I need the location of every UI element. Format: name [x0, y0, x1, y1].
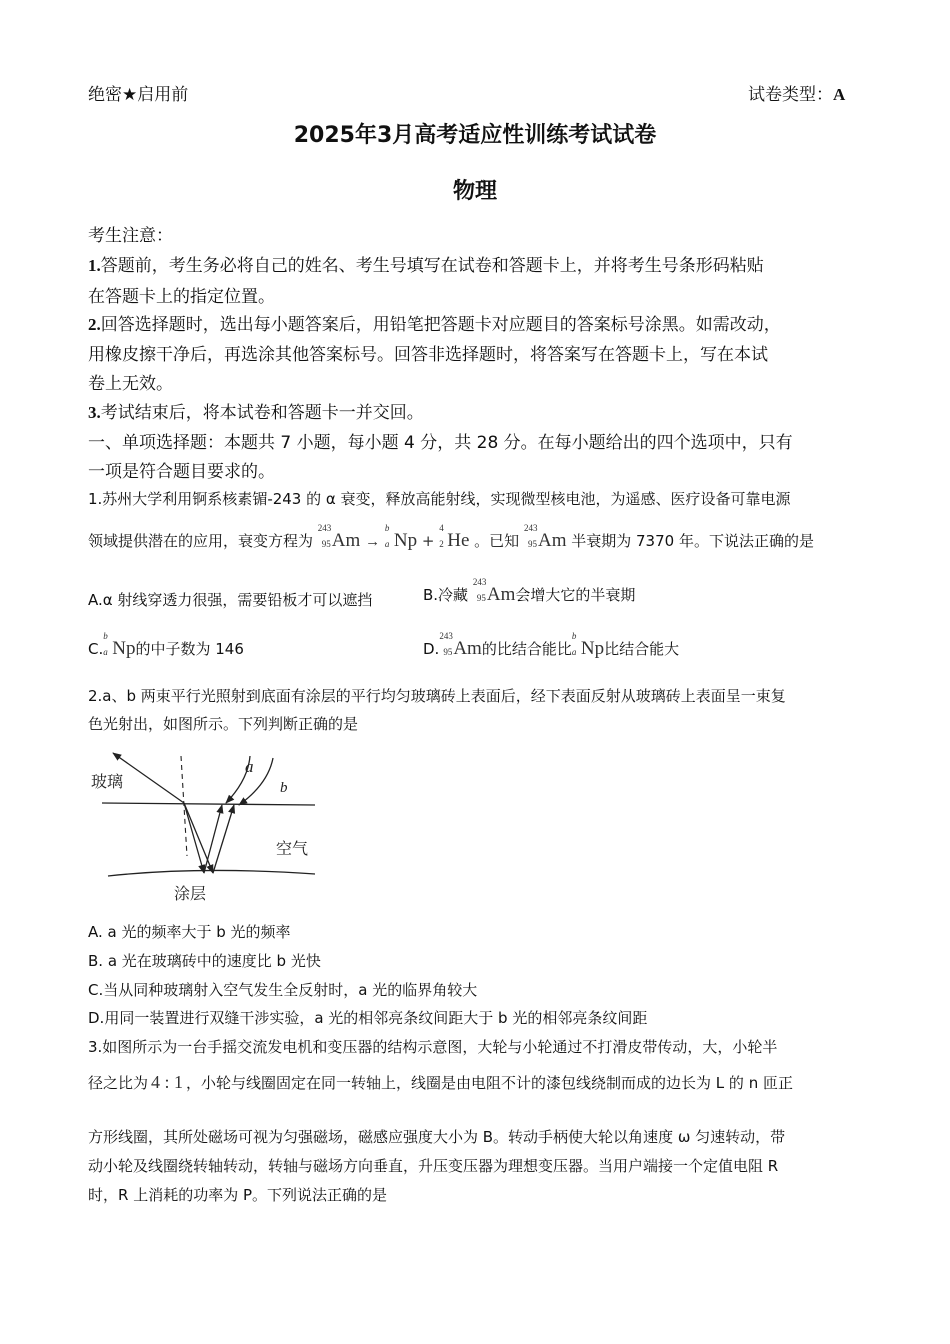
q2-option-c: C.当从同种玻璃射入空气发生全反射时，a 光的临界角较大 [88, 981, 478, 999]
nuclide-charge: 2 [439, 539, 444, 549]
nuclide-symbol: Np [580, 638, 605, 659]
section-1-instructions-line-2: 一项是符合题目要求的。 [88, 462, 275, 482]
label-air: 空气 [276, 839, 309, 858]
nuclide-np [571, 631, 605, 660]
notice-item-1-line-2: 在答题卡上的指定位置。 [88, 287, 275, 307]
nuclide-mass: b [103, 631, 108, 641]
nuclide-mass: 4 [439, 523, 444, 533]
nuclide-mass: 243 [439, 631, 453, 641]
nuclide-charge: a [571, 647, 577, 657]
label-ray-a: a [245, 757, 254, 776]
section-1-instructions-line-1: 一、单项选择题：本题共 7 小题，每小题 4 分，共 28 分。在每小题给出的四个选项中，只有 [88, 433, 793, 453]
q2-stem-line-1: 2.a、b 两束平行光照射到底面有涂层的平行均匀玻璃砖上表面后，经下表面反射从玻璃砖上表面呈一束复 [88, 687, 786, 705]
q2-stem-line-2: 色光射出，如图所示。下列判断正确的是 [88, 715, 359, 733]
paper-type-label: 试卷类型： [748, 85, 833, 105]
notice-item-2-line-3: 卷上无效。 [88, 374, 173, 394]
q1-option-a: A.α 射线穿透力很强，需要铅板才可以遮挡 [88, 591, 373, 609]
q1-stem-line-2 [88, 523, 814, 552]
q1-option-b [423, 577, 636, 606]
nuclide-charge: 95 [321, 539, 331, 549]
glass-top-surface [102, 803, 315, 805]
notice-item-1-number: 1. [88, 256, 101, 275]
subject-title: 物理 [452, 179, 497, 204]
q2-option-d: D.用同一装置进行双缝干涉实验，a 光的相邻亮条纹间距大于 b 光的相邻亮条纹间距 [88, 1009, 648, 1027]
nuclide-charge: a [103, 647, 108, 657]
q1-stem-line-1: 1.苏州大学利用锕系核素镅-243 的 α 衰变，释放高能射线，实现微型核电池，为遥感、医疗设备可靠电源 [88, 490, 791, 508]
nuclide-mass: 243 [317, 523, 332, 533]
q1-stem-text-a: 领域提供潜在的应用，衰变方程为 [88, 532, 314, 550]
nuclide-charge: 95 [443, 647, 453, 657]
notice-item-2-line-2: 用橡皮擦干净后，再选涂其他答案标号。回答非选择题时，将答案写在答题卡上，写在本试 [88, 345, 768, 365]
notice-item-3-text: 考试结束后，将本试卷和答题卡一并交回。 [100, 403, 424, 423]
paper-type-value: A [833, 85, 846, 104]
q1-option-b-text-a: B.冷藏 [423, 586, 469, 604]
q1-option-c-text-a: C. [88, 640, 104, 658]
q3-stem-line-4: 动小轮及线圈绕转轴转动，转轴与磁场方向垂直，升压变压器为理想变压器。当用户端接一个定值电阻 R [88, 1157, 779, 1175]
plus-sign: + [421, 532, 435, 550]
nuclide-am [317, 523, 361, 552]
nuclide-symbol: Am [331, 530, 361, 551]
nuclide-symbol: Np [393, 530, 418, 551]
normal-line [181, 756, 187, 856]
nuclide-am [472, 577, 516, 606]
q3-stem-text-b: ，小轮与线圈固定在同一转轴上，线圈是由电阻不计的漆包线绕制而成的边长为 L 的 n 匝正 [186, 1074, 793, 1092]
notice-item-1-line-1 [88, 251, 764, 276]
nuclide-mass: b [384, 523, 390, 533]
q3-stem-line-1: 3.如图所示为一台手摇交流发电机和变压器的结构示意图，大轮与小轮通过不打滑皮带传动，大，小轮半 [88, 1038, 778, 1056]
notice-item-2-text: 回答选择题时，选出每小题答案后，用铅笔把答题卡对应题目的答案标号涂黑。如需改动， [100, 315, 781, 335]
q2-option-b: B. a 光在玻璃砖中的速度比 b 光快 [88, 952, 321, 970]
nuclide-np [103, 631, 136, 660]
q1-option-d-text-b: 的比结合能比 [481, 640, 572, 658]
nuclide-symbol: Am [486, 584, 516, 605]
paper-type [748, 80, 845, 105]
nuclide-symbol: Am [537, 530, 567, 551]
ray-a-refracted [204, 805, 222, 873]
q3-stem-line-2 [88, 1072, 793, 1093]
nuclide-symbol: Np [112, 638, 136, 659]
emergent-ray [113, 753, 184, 803]
q3-stem-line-3: 方形线圈，其所处磁场可视为匀强磁场，磁感应强度大小为 B。转动手柄使大轮以角速度 ω 匀速转动，带 [88, 1128, 786, 1146]
q3-stem-text-a: 径之比为 [88, 1074, 149, 1092]
nuclide-am [523, 523, 567, 552]
label-coating: 涂层 [174, 884, 207, 903]
ray-a-incident-in-glass [184, 803, 204, 873]
q1-option-b-text-b: 会增大它的半衰期 [515, 586, 636, 604]
label-ray-b: b [280, 780, 288, 796]
q1-option-d-text-c: 比结合能大 [604, 640, 680, 658]
q1-stem-text-c: 半衰期为 7370 年。下说法正确的是 [571, 532, 814, 550]
nuclide-mass: b [571, 631, 577, 641]
nuclide-charge: 95 [476, 593, 486, 603]
ray-b-refracted [213, 805, 234, 873]
q2-option-a: A. a 光的频率大于 b 光的频率 [88, 923, 291, 941]
ray-b-incident-in-glass [184, 803, 213, 873]
nuclide-am [439, 631, 482, 660]
glass-bottom-surface [108, 870, 315, 876]
q1-option-d-text-a: D. [423, 640, 440, 658]
q1-option-d [423, 631, 680, 660]
q1-option-c-text-b: 的中子数为 146 [135, 640, 244, 658]
label-glass: 玻璃 [91, 772, 124, 791]
nuclide-charge: a [384, 539, 390, 549]
q3-stem-line-5: 时，R 上消耗的功率为 P。下列说法正确的是 [88, 1186, 388, 1204]
nuclide-he [439, 523, 470, 552]
q1-option-c [88, 631, 244, 660]
nuclide-charge: 95 [527, 539, 537, 549]
nuclide-symbol: He [447, 530, 470, 551]
exam-title: 2025年3月高考适应性训练考试试卷 [293, 123, 657, 148]
notice-item-1-text: 答题前，考生务必将自己的姓名、考生号填写在试卷和答题卡上，并将考生号条形码粘贴 [100, 256, 764, 276]
notice-heading: 考生注意： [88, 226, 173, 246]
notice-item-3 [88, 398, 424, 423]
notice-item-3-number: 3. [88, 403, 101, 422]
confidential-label: 绝密★启用前 [88, 85, 189, 105]
q3-ratio: 4 : 1 [151, 1072, 184, 1092]
decay-arrow: → [365, 534, 381, 550]
nuclide-np [384, 523, 418, 552]
nuclide-mass: 243 [523, 523, 538, 533]
notice-item-2-number: 2. [88, 315, 101, 334]
q1-stem-text-b: 。已知 [474, 532, 520, 550]
q2-figure [80, 748, 320, 908]
notice-item-2-line-1 [88, 310, 781, 335]
nuclide-symbol: Am [453, 638, 482, 659]
nuclide-mass: 243 [472, 577, 487, 587]
